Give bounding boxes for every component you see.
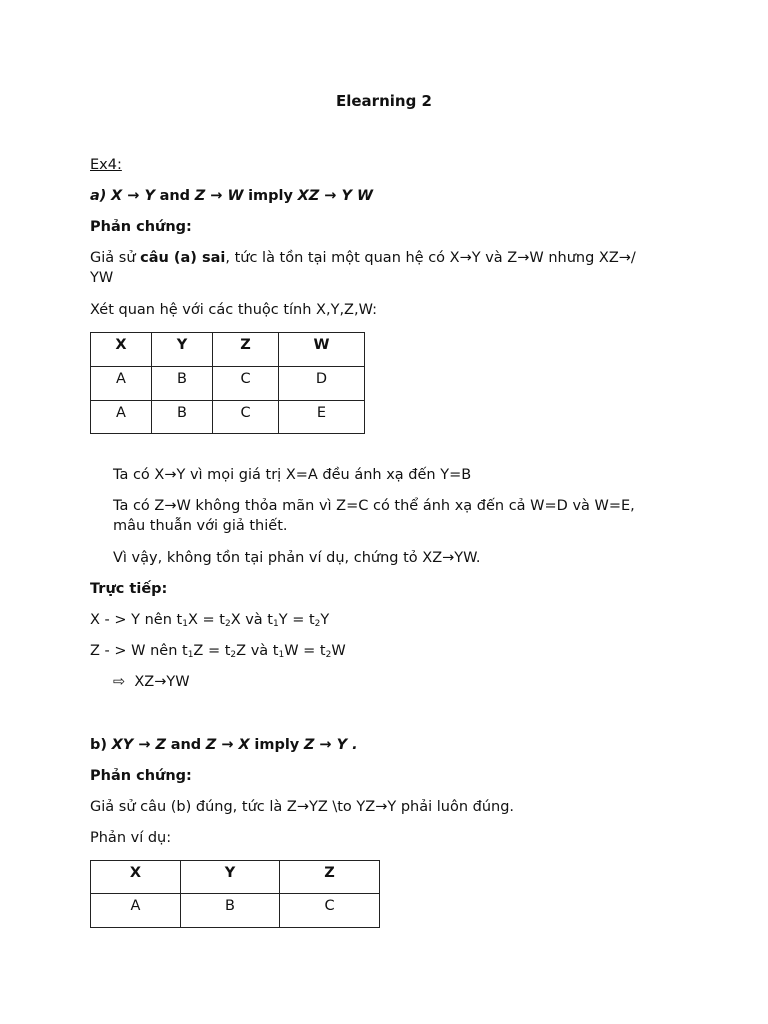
table-a-header-x: X: [91, 333, 152, 367]
direct-line-1: [90, 610, 670, 630]
exercise-label: Ex4:: [90, 157, 122, 173]
table-cell: A: [91, 367, 152, 401]
table-cell: E: [279, 401, 365, 434]
dl1-b: X = t: [187, 612, 225, 628]
table-cell: A: [91, 894, 181, 928]
dl1-s1: 1: [182, 619, 188, 629]
table-row: [91, 401, 365, 434]
table-cell: D: [279, 367, 365, 401]
table-a-header-z: Z: [213, 333, 279, 367]
part-a-statement: [90, 186, 670, 206]
dl1-c: X và t: [230, 612, 273, 628]
dl2-a: Z - > W nên t: [90, 643, 188, 659]
dl1-s4: 2: [314, 619, 321, 629]
table-cell: C: [280, 894, 380, 928]
part-b-imply: imply: [254, 737, 300, 753]
assume-line2: YW: [90, 270, 114, 286]
table-a-header-w: W: [279, 333, 365, 367]
part-a-fd1: X → Y: [111, 188, 155, 204]
direct-line-2: [90, 641, 670, 661]
dl1-e: Y: [320, 612, 330, 628]
document-title: Elearning 2: [336, 92, 432, 110]
note-1: Ta có X→Y vì mọi giá trị X=A đều ánh xạ đến Y=B: [113, 467, 472, 483]
counterexample-heading: Phản ví dụ:: [90, 830, 172, 846]
direct-heading: [90, 579, 670, 599]
note-2: [113, 496, 673, 536]
part-a-fd3: XZ → Y W: [297, 188, 374, 204]
table-cell: B: [152, 401, 213, 434]
note-3: Vì vậy, không tồn tại phản ví dụ, chứng tỏ XZ→YW.: [113, 550, 481, 566]
arrow-bullet-icon: ⇨: [113, 674, 126, 690]
table-a-header-y: Y: [152, 333, 213, 367]
assume-bold: câu (a) sai: [140, 250, 226, 266]
table-row: [91, 367, 365, 401]
part-a-table: [90, 332, 365, 434]
dl2-s1: 1: [187, 650, 194, 660]
relation-intro: Xét quan hệ với các thuộc tính X,Y,Z,W:: [90, 302, 377, 318]
part-a-fd2: Z → W: [194, 188, 244, 204]
table-b-header-z: Z: [280, 861, 380, 894]
dl2-c: Z và t: [236, 643, 279, 659]
assume-pre: Giả sử: [90, 250, 141, 266]
dl2-d: W = t: [284, 643, 326, 659]
part-b-and: and: [170, 737, 202, 753]
proof-b-heading-text: Phản chứng:: [90, 768, 192, 784]
part-b-prefix: b): [90, 737, 108, 753]
dl2-s2: 2: [230, 650, 237, 660]
part-b-assumption: Giả sử câu (b) đúng, tức là Z→YZ \to YZ→Y phải luôn đúng.: [90, 799, 515, 815]
table-row: [91, 894, 380, 928]
dl1-s3: 1: [273, 619, 279, 629]
proof-heading-text: Phản chứng:: [90, 219, 192, 235]
part-a-and: and: [159, 188, 191, 204]
dl1-d: Y = t: [278, 612, 315, 628]
table-cell: B: [181, 894, 280, 928]
part-a-imply: imply: [248, 188, 293, 204]
assume-post: , tức là tồn tại một quan hệ có X→Y và Z→W nhưng XZ→/: [225, 250, 636, 266]
direct-heading-text: Trực tiếp:: [90, 581, 168, 597]
part-b-statement: [90, 735, 670, 755]
part-b-proof-heading: [90, 766, 670, 786]
table-cell: A: [91, 401, 152, 434]
part-a-proof-heading: [90, 217, 670, 237]
note-2-line1: Ta có Z→W không thỏa mãn vì Z=C có thể ánh xạ đến cả W=D và W=E,: [113, 498, 635, 514]
dl1-a: X - > Y nên t: [90, 612, 183, 628]
table-cell: C: [213, 367, 279, 401]
dl1-s2: 2: [224, 619, 231, 629]
part-b-fd2: Z → X: [205, 737, 250, 753]
table-b-header-y: Y: [181, 861, 280, 894]
part-a-prefix: a): [90, 188, 107, 204]
table-b-header-x: X: [91, 861, 181, 894]
conclusion-bullet: [113, 672, 673, 692]
note-2-line2: mâu thuẫn với giả thiết.: [113, 518, 288, 534]
part-b-fd1: XY → Z: [111, 737, 167, 753]
table-cell: B: [152, 367, 213, 401]
dl2-s3: 1: [278, 650, 285, 660]
table-cell: C: [213, 401, 279, 434]
dl2-e: W: [331, 643, 346, 659]
conclusion-text: XZ→YW: [134, 674, 190, 690]
dl2-s4: 2: [325, 650, 332, 660]
part-b-table: [90, 860, 380, 928]
part-b-fd3: Z → Y .: [303, 737, 358, 753]
dl2-b: Z = t: [193, 643, 231, 659]
part-a-assumption: [90, 248, 680, 288]
